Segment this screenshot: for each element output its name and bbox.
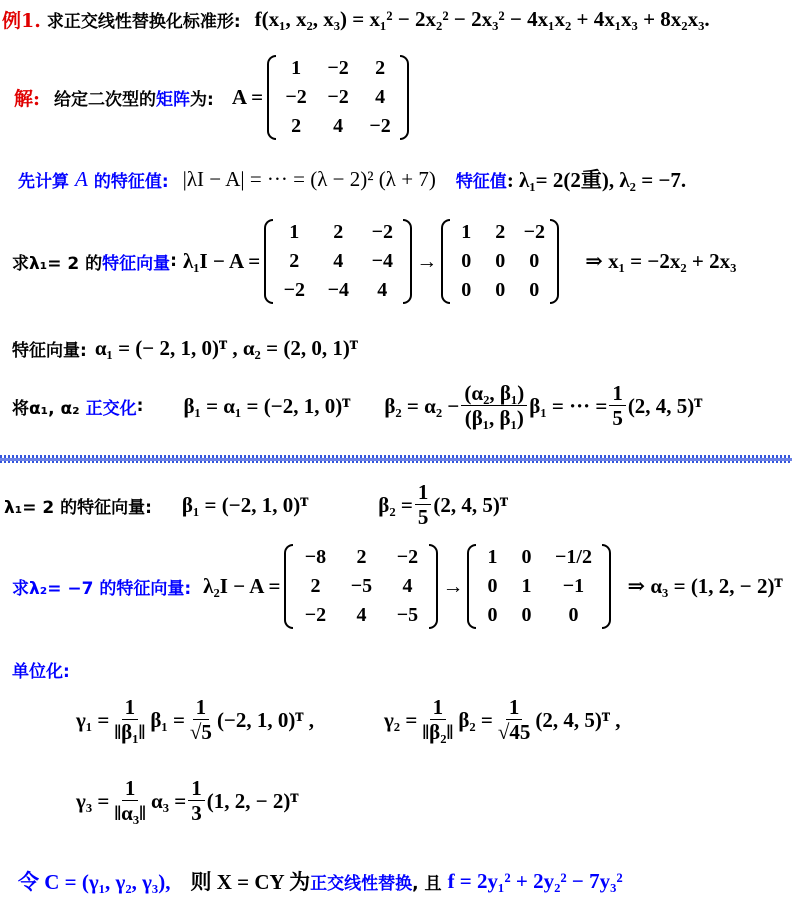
matrix-cell: −2 <box>371 220 393 243</box>
beta2-rhs: (2, 4, 5)ᵀ <box>627 393 703 418</box>
matrix-cell: 2 <box>375 56 386 79</box>
eigvec2-result: ⇒ α₃ = (1, 2, − 2)ᵀ <box>627 574 783 598</box>
projection-fraction <box>461 382 527 430</box>
matrix-cell: 4 <box>333 114 344 137</box>
eigvec1-colon: : <box>170 251 177 271</box>
solution-text: 给定二次型的 <box>54 89 157 110</box>
matrix-cell: 1 <box>461 220 472 243</box>
one-third: $\frac{1}{3}$ <box>188 777 205 825</box>
matrix-cell: 0 <box>487 574 498 597</box>
matrix-cell: 4 <box>356 603 367 626</box>
beta2-lhs: β₂ = α₂ − <box>384 393 460 418</box>
matrix-cell: −2 <box>304 603 327 626</box>
gamma3-line <box>76 770 299 832</box>
eigvecs-line <box>12 332 358 364</box>
eigenvalue-label: 特征值 <box>455 171 507 192</box>
matrix-cell: −2 <box>327 85 349 108</box>
gamma3-mid: α₃ = <box>150 788 187 813</box>
matrix-a-lhs: A = <box>231 84 264 109</box>
matrix-cell: 0 <box>495 278 506 301</box>
eigenvalue-line <box>18 163 686 195</box>
matrix-cell: 1 <box>291 56 302 79</box>
matrix-cell: 1 <box>289 220 300 243</box>
eigvecs-formula: α₁ = (− 2, 1, 0)ᵀ , α₂ = (2, 0, 1)ᵀ <box>94 335 358 360</box>
projection-den: (β₁, β₁) <box>464 405 524 430</box>
matrix-cell: 4 <box>333 249 344 272</box>
matrix-cell: 0 <box>487 603 498 626</box>
gamma2-lhs: γ₂ = <box>383 707 418 732</box>
matrix-cell: 1 <box>487 545 498 568</box>
matrix-cell: −2 <box>285 85 307 108</box>
matrix-cell: 2 <box>289 249 300 272</box>
solution-label: 解: <box>14 87 41 110</box>
eigen-text2: 的特征值: <box>93 171 169 192</box>
matrix-cell: −2 <box>523 220 545 243</box>
matrix-a <box>267 55 409 140</box>
eigvec1-keyword: 特征向量 <box>102 253 171 274</box>
final-c-def: 令 C = (γ₁, γ₂, γ₃), <box>18 870 171 894</box>
gamma1-rhs: (−2, 1, 0)ᵀ , <box>216 707 314 732</box>
matrix-cell: −5 <box>396 603 419 626</box>
gamma1-mid: β₁ = <box>150 707 185 732</box>
matrix-cell: 1 <box>521 574 532 597</box>
final-transform: 则 X = CY 为 <box>190 870 311 894</box>
reduce-arrow: → <box>416 248 438 273</box>
gamma2-frac: $\frac{1}{\text{‖β₂‖}}$ <box>422 694 454 744</box>
final-and: , 且 <box>412 873 442 894</box>
gamma2-rhs: (2, 4, 5)ᵀ , <box>535 707 621 732</box>
ortho-line <box>12 376 702 436</box>
eigvecs-text: 特征向量: <box>12 340 87 361</box>
recap-text: λ₁= 2 的特征向量: <box>4 497 152 518</box>
example-label: 例1. <box>2 9 41 32</box>
matrix-cell: 4 <box>375 85 386 108</box>
gamma1-lhs: γ₁ = <box>76 707 110 732</box>
one-fifth: $\frac{1}{5}$ <box>609 382 626 430</box>
problem-title <box>2 2 710 36</box>
matrix-cell: 2 <box>333 220 344 243</box>
gamma3-frac: $\frac{1}{\text{‖α₃‖}}$ <box>114 775 146 825</box>
ortho-text: 将α₁, α₂ <box>12 398 80 419</box>
solution-text-end: 为: <box>190 89 214 110</box>
ortho-colon: : <box>136 396 144 416</box>
recap-beta1: β₁ = (−2, 1, 0)ᵀ <box>181 492 309 517</box>
problem-statement: 求正交线性替换化标准形: <box>46 11 241 32</box>
eigen-sym: A <box>75 166 88 191</box>
char-poly: |λI − A| = ··· = (λ − 2)² (λ + 7) <box>182 166 436 191</box>
matrix-keyword: 矩阵 <box>156 89 191 110</box>
eigvec1-line <box>12 215 736 307</box>
gamma3-rhs: (1, 2, − 2)ᵀ <box>206 788 299 813</box>
matrix-cell: 2 <box>356 545 367 568</box>
unit-label-line <box>12 656 70 682</box>
matrix-cell: −4 <box>371 249 393 272</box>
matrix-cell: −4 <box>327 278 349 301</box>
final-line <box>18 864 623 898</box>
final-keyword: 正交线性替换 <box>310 873 413 894</box>
eigvec2-line <box>12 540 783 632</box>
reduce-arrow-2: → <box>442 573 464 598</box>
recap-beta2-lhs: β₂ = <box>378 492 413 517</box>
matrix-cell: 4 <box>377 278 388 301</box>
matrix-l1-reduced <box>441 219 559 304</box>
matrix-cell: −2 <box>327 56 349 79</box>
matrix-cell: −2 <box>396 545 419 568</box>
matrix-cell: 0 <box>521 603 532 626</box>
unitize-label: 单位化: <box>12 661 70 682</box>
matrix-cell: 0 <box>461 249 472 272</box>
gamma12-line <box>76 688 621 752</box>
recap-beta2-rhs: (2, 4, 5)ᵀ <box>433 492 508 517</box>
eigvec1-result: ⇒ x₁ = −2x₂ + 2x₃ <box>585 249 737 273</box>
matrix-cell: 0 <box>568 603 579 626</box>
matrix-cell: 0 <box>495 249 506 272</box>
gamma1-frac: $\frac{1}{\text{‖β₁‖}}$ <box>114 694 146 744</box>
ortho-keyword: 正交化 <box>85 398 137 419</box>
matrix-cell: 0 <box>521 545 532 568</box>
recap-one-fifth: $\frac{1}{5}$ <box>415 481 432 529</box>
matrix-cell: −1/2 <box>555 545 592 568</box>
gamma1-sqrt-frac: $\frac{1}{√5}$ <box>189 694 212 744</box>
matrix-cell: 2 <box>495 220 506 243</box>
solution-line <box>14 54 413 140</box>
matrix-cell: −2 <box>369 114 391 137</box>
matrix-l1 <box>264 219 412 304</box>
recap-line <box>4 478 508 532</box>
eigenvalue-result: : λ₁= 2(2重), λ₂ = −7. <box>506 168 687 192</box>
matrix-a-cells <box>276 55 400 140</box>
matrix-cell: 0 <box>529 249 540 272</box>
matrix-cell: 2 <box>291 114 302 137</box>
quadratic-form: f(x₁, x₂, x₃) = x₁² − 2x₂² − 2x₃² − 4x₁x₂ + 4x₁x₃ + 8x₂x₃. <box>254 6 710 31</box>
final-standard-form: f = 2y₁² + 2y₂² − 7y₃² <box>447 868 623 893</box>
matrix-cell: 2 <box>310 574 321 597</box>
matrix-cell: 4 <box>402 574 413 597</box>
eigvec2-text: 求λ₂= −7 的特征向量: <box>12 578 192 599</box>
projection-num: (α₂, β₁) <box>461 382 527 406</box>
matrix-cell: −8 <box>304 545 327 568</box>
gamma2-sqrt-frac: $\frac{1}{√45}$ <box>497 694 531 744</box>
eigen-text: 先计算 <box>18 171 69 192</box>
matrix-l2 <box>284 544 438 629</box>
matrix-cell: 0 <box>461 278 472 301</box>
matrix-cell: −5 <box>350 574 373 597</box>
beta1-formula: β₁ = α₁ = (−2, 1, 0)ᵀ <box>183 393 351 418</box>
matrix-cell: −2 <box>283 278 305 301</box>
slide-separator-line <box>0 458 792 461</box>
gamma2-mid: β₂ = <box>458 707 493 732</box>
gamma3-lhs: γ₃ = <box>76 788 110 813</box>
eigvec1-text: 求λ₁= 2 的 <box>12 253 103 274</box>
matrix-cell: 0 <box>529 278 540 301</box>
eigvec2-lhs: λ₂I − A = <box>203 573 281 598</box>
beta2-mid: β₁ = ··· = <box>529 393 608 418</box>
matrix-cell: −1 <box>562 574 585 597</box>
matrix-l2-reduced <box>467 544 611 629</box>
eigvec1-lhs: λ₁I − A = <box>182 248 261 273</box>
